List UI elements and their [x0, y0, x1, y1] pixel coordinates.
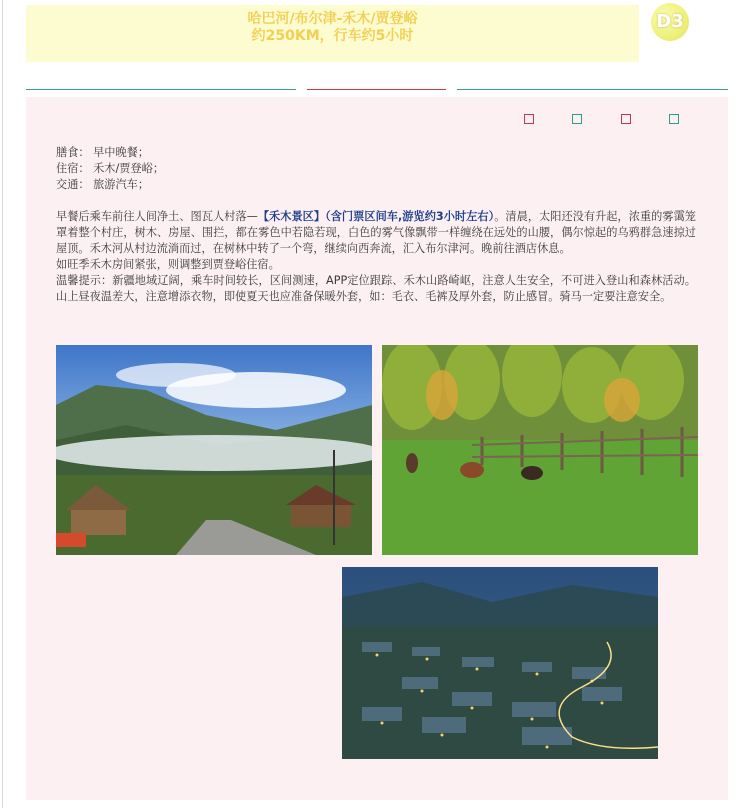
meals-line: 膳食： 早中晚餐；: [56, 146, 150, 159]
itinerary-body: 。清晨，太阳还没有升起，浓重的雾霭笼罩着整个村庄，树木、房屋、围拦，都在雾色中若隐若现，白色的雾气像飘带一样缠绕在远处的山腰，偶尔惊起的乌鸦群急速掠过屋顶。禾木河从村边流淌而过，在树林中转了一个弯，继续向西奔流，汇入布尔津河。晚前往酒店休息。: [56, 210, 696, 255]
day-info: [56, 145, 696, 193]
page-left-border: [2, 0, 3, 808]
decor-square-red-2: [621, 114, 631, 124]
travel-tips: 温馨提示：新疆地域辽阔，乘车时间较长，区间测速，APP定位跟踪、禾木山路崎岖，注意人生安全，不可进入登山和森林活动。山上昼夜温差大，注意增添衣物，即使夏天也应准备保暖外套，如：毛衣、毛裤及厚外套，防止感冒。骑马一定要注意安全。: [56, 274, 696, 303]
decor-square-teal-1: [572, 114, 582, 124]
divider-line-middle: [307, 89, 446, 90]
itinerary-paragraph: [56, 209, 696, 257]
transport-line: 交通： 旅游汽车；: [56, 178, 150, 191]
itinerary-description: [56, 209, 696, 305]
day-badge: D3: [651, 3, 689, 41]
day-header-banner: [26, 5, 639, 62]
decor-square-red-1: [524, 114, 534, 124]
decor-square-teal-2: [669, 114, 679, 124]
lodging-line: 住宿： 禾木/贾登峪；: [56, 162, 165, 175]
scenic-spot-highlight: 【禾木景区】（含门票区间车,游览约3小时左右）: [257, 210, 495, 223]
photo-cattle-meadow: [382, 345, 698, 555]
route-distance: 约250KM，行车约5小时: [251, 28, 414, 44]
itinerary-intro: 早餐后乘车前往人间净土、图瓦人村落—: [56, 210, 258, 223]
divider-line-right: [457, 89, 728, 90]
photo-mountain-village: [56, 345, 372, 555]
divider-line-left: [26, 89, 296, 90]
route-title: 哈巴河/布尔津-禾木/贾登峪: [247, 11, 418, 27]
photo-night-village: [342, 567, 658, 759]
lodging-note: 如旺季禾木房间紧张，则调整到贾登峪住宿。: [56, 258, 280, 271]
